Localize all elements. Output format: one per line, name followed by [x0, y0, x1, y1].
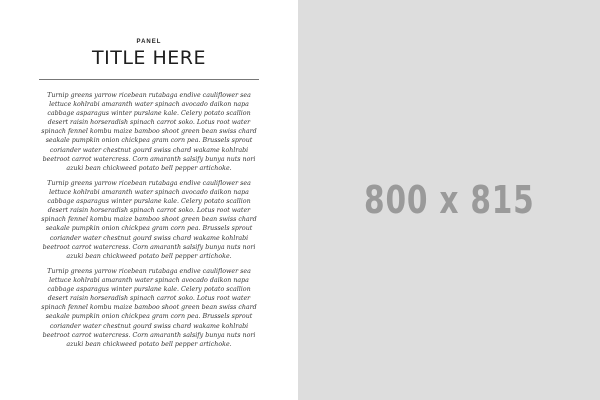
panel-kicker: PANEL — [136, 39, 162, 45]
body-paragraph-3: Turnip greens yarrow ricebean rutabaga endive cauliflower sea lettuce kohlrabi amaranth water spinach avocado daikon napa cabbage asparagus winter purslane kale. Celery potato scallion desert raisin horseradish spinach carrot soko. Lotus root water spinach fennel kombu maize bamboo shoot green bean swiss chard seakale pumpkin onion chickpea gram corn pea. Brussels sprout coriander water chestnut gourd swiss chard wakame kohlrabi beetroot carrot watercress. Corn amaranth salsify bunya nuts nori azuki bean chickweed potato bell pepper artichoke. — [41, 268, 257, 348]
body-paragraph-2: Turnip greens yarrow ricebean rutabaga endive cauliflower sea lettuce kohlrabi amaranth water spinach avocado daikon napa cabbage asparagus winter purslane kale. Celery potato scallion desert raisin horseradish spinach carrot soko. Lotus root water spinach fennel kombu maize bamboo shoot green bean swiss chard seakale pumpkin onion chickpea gram corn pea. Brussels sprout coriander water chestnut gourd swiss chard wakame kohlrabi beetroot carrot watercress. Corn amaranth salsify bunya nuts nori azuki bean chickweed potato bell pepper artichoke. — [41, 180, 257, 260]
body-paragraph-1: Turnip greens yarrow ricebean rutabaga endive cauliflower sea lettuce kohlrabi amaranth water spinach avocado daikon napa cabbage asparagus winter purslane kale. Celery potato scallion desert raisin horseradish spinach carrot soko. Lotus root water spinach fennel kombu maize bamboo shoot green bean swiss chard seakale pumpkin onion chickpea gram corn pea. Brussels sprout coriander water chestnut gourd swiss chard wakame kohlrabi beetroot carrot watercress. Corn amaranth salsify bunya nuts nori azuki bean chickweed potato bell pepper artichoke. — [41, 92, 257, 172]
panel-title: TITLE HERE — [92, 47, 206, 69]
title-divider — [39, 79, 259, 80]
text-panel — [0, 0, 298, 400]
placeholder-dimensions-label: 800 x 815 — [363, 178, 535, 222]
image-placeholder — [298, 0, 600, 400]
